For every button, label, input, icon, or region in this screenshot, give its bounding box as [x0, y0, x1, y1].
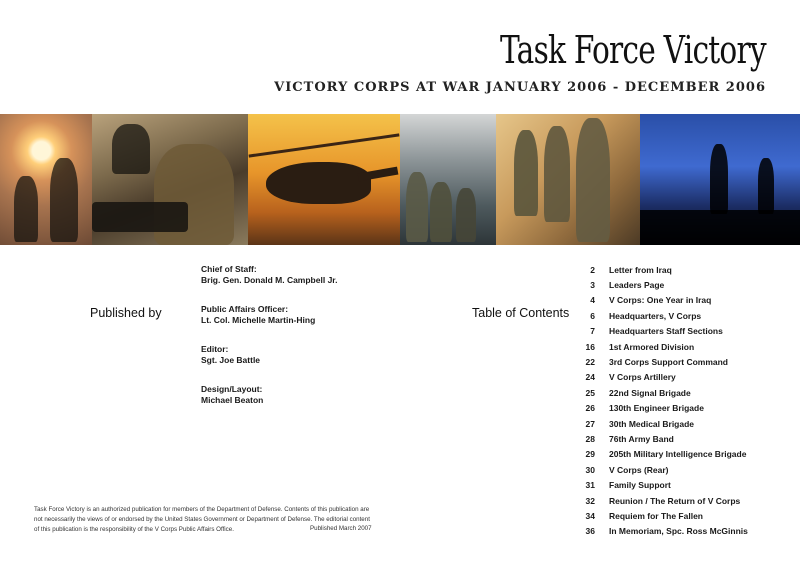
toc-item[interactable]: [573, 308, 748, 323]
toc-page-number: 30: [585, 464, 595, 475]
toc-item[interactable]: [573, 508, 748, 523]
toc-item-title: Reunion / The Return of V Corps: [609, 495, 741, 506]
toc-item[interactable]: [573, 277, 748, 292]
photo-night-silhouettes: [640, 114, 800, 245]
toc-item[interactable]: [573, 524, 748, 539]
toc-item[interactable]: [573, 370, 748, 385]
toc-item[interactable]: [573, 477, 748, 492]
toc-page-number: 22: [585, 357, 595, 368]
staff-role: Design/Layout:: [201, 384, 263, 394]
staff-design-layout: [201, 384, 338, 406]
table-of-contents: [573, 262, 748, 539]
staff-role: Public Affairs Officer:: [201, 304, 289, 314]
staff-editor: [201, 344, 338, 366]
photo-mortar-firing: [0, 114, 92, 245]
toc-label: Table of Contents: [472, 306, 570, 320]
toc-item[interactable]: [573, 385, 748, 400]
staff-person: Brig. Gen. Donald M. Campbell Jr.: [201, 275, 338, 285]
toc-page-number: 32: [585, 495, 595, 506]
toc-page-number: 27: [585, 418, 595, 429]
toc-item[interactable]: [573, 324, 748, 339]
published-date: Published March 2007: [310, 525, 372, 532]
photo-strip: [0, 114, 800, 245]
toc-item-title: In Memoriam, Spc. Ross McGinnis: [609, 526, 748, 537]
photo-helicopter: [248, 114, 400, 245]
toc-item-title: Requiem for The Fallen: [609, 510, 703, 521]
toc-page-number: 24: [585, 372, 595, 383]
toc-item-title: 205th Military Intelligence Brigade: [609, 449, 747, 460]
staff-public-affairs-officer: [201, 304, 338, 326]
photo-aircraft-cabin: [400, 114, 496, 245]
page-subtitle: VICTORY CORPS AT WAR JANUARY 2006 - DECEMBER 2006: [274, 80, 766, 95]
toc-item[interactable]: [573, 493, 748, 508]
toc-item-title: Family Support: [609, 480, 671, 491]
staff-person: Michael Beaton: [201, 395, 264, 405]
toc-item[interactable]: [573, 462, 748, 477]
toc-page-number: 2: [590, 264, 595, 275]
toc-item-title: 76th Army Band: [609, 433, 674, 444]
toc-item[interactable]: [573, 416, 748, 431]
toc-item[interactable]: [573, 339, 748, 354]
photo-soldier-gunner: [92, 114, 248, 245]
staff-role: Editor:: [201, 344, 229, 354]
toc-item[interactable]: [573, 447, 748, 462]
toc-page-number: 3: [590, 280, 595, 291]
toc-page-number: 34: [585, 510, 595, 521]
toc-page-number: 4: [590, 295, 595, 306]
published-by-label: Published by: [90, 306, 162, 320]
toc-page-number: 25: [585, 387, 595, 398]
toc-item-title: Headquarters Staff Sections: [609, 326, 723, 337]
toc-page-number: 28: [585, 433, 595, 444]
toc-item-title: 130th Engineer Brigade: [609, 403, 704, 414]
toc-item-title: Headquarters, V Corps: [609, 310, 702, 321]
toc-page-number: 36: [585, 526, 595, 537]
toc-page-number: 16: [585, 341, 595, 352]
toc-page-number: 6: [590, 310, 595, 321]
staff-role: Chief of Staff:: [201, 264, 257, 274]
toc-item-title: 30th Medical Brigade: [609, 418, 695, 429]
toc-page-number: 31: [585, 480, 595, 491]
toc-item[interactable]: [573, 293, 748, 308]
toc-item[interactable]: [573, 262, 748, 277]
staff-chief-of-staff: [201, 264, 338, 286]
toc-item-title: Leaders Page: [609, 280, 665, 291]
toc-item-title: V Corps Artillery: [609, 372, 676, 383]
toc-item-title: 3rd Corps Support Command: [609, 357, 729, 368]
staff-person: Lt. Col. Michelle Martin-Hing: [201, 315, 316, 325]
toc-page-number: 26: [585, 403, 595, 414]
toc-item-title: 22nd Signal Brigade: [609, 387, 691, 398]
disclaimer-text: Task Force Victory is an authorized publication for members of the Department of Defense. Contents of this publication are not necessarily the views of or endorsed by the United States Government or Department of Defense. The editorial content of this publication is the responsibility of the V Corps Public Affairs Office.: [34, 506, 370, 533]
toc-item-title: 1st Armored Division: [609, 341, 695, 352]
page-title: Task Force Victory: [500, 28, 766, 72]
photo-soldiers-patrol: [496, 114, 640, 245]
staff-list: [201, 264, 338, 424]
toc-page-number: 7: [590, 326, 595, 337]
toc-item-title: Letter from Iraq: [609, 264, 672, 275]
toc-item-title: V Corps (Rear): [609, 464, 669, 475]
toc-item[interactable]: [573, 401, 748, 416]
toc-item[interactable]: [573, 431, 748, 446]
toc-item[interactable]: [573, 354, 748, 369]
toc-page-number: 29: [585, 449, 595, 460]
staff-person: Sgt. Joe Battle: [201, 355, 261, 365]
toc-item-title: V Corps: One Year in Iraq: [609, 295, 712, 306]
